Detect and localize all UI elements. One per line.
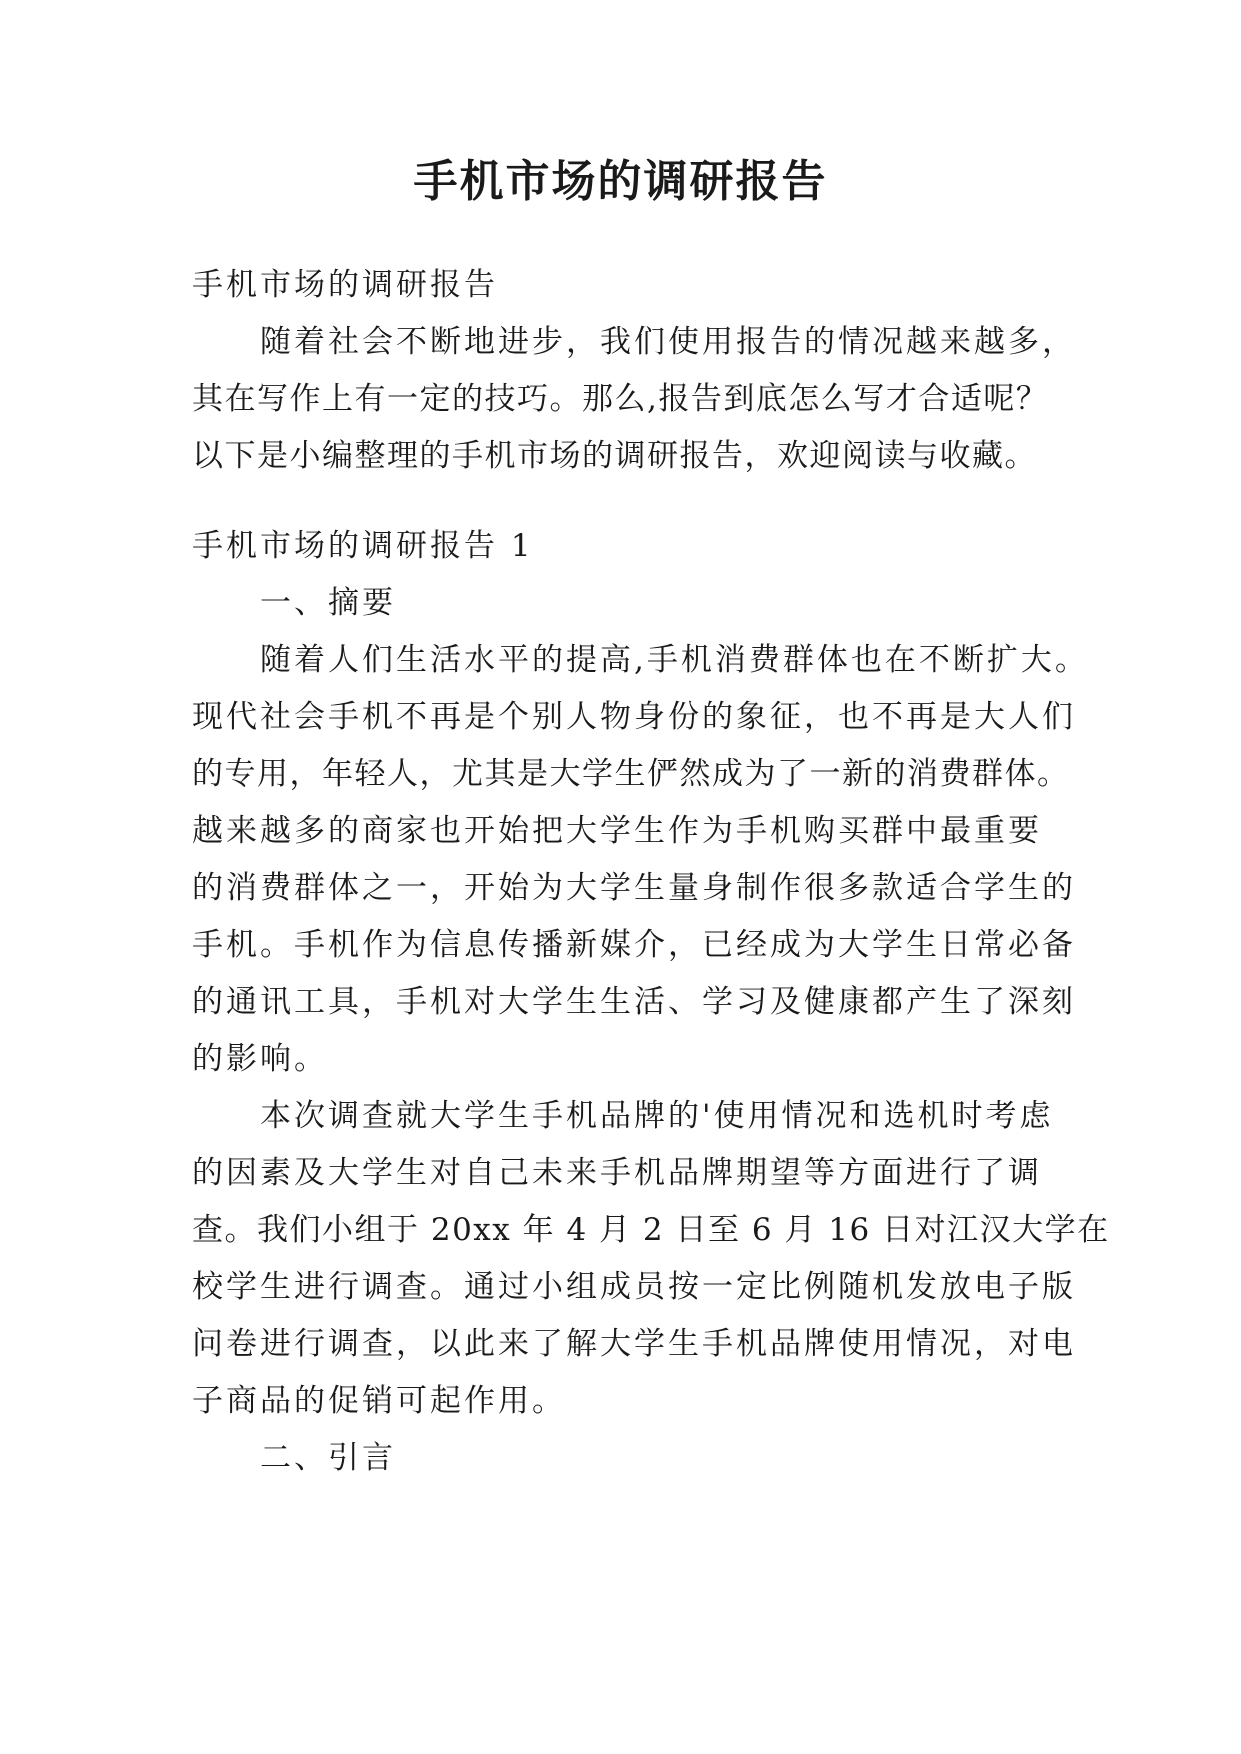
abstract-line-6: 手机。手机作为信息传播新媒介，已经成为大学生日常必备 <box>192 927 1076 963</box>
intro-line-3: 以下是小编整理的手机市场的调研报告，欢迎阅读与收藏。 <box>192 438 1037 474</box>
abstract-line-5: 的消费群体之一，开始为大学生量身制作很多款适合学生的 <box>192 870 1076 906</box>
abstract-line-2: 现代社会手机不再是个别人物身份的象征，也不再是大人们 <box>192 699 1076 735</box>
survey-line-5: 问卷进行调查，以此来了解大学生手机品牌使用情况，对电 <box>192 1326 1076 1362</box>
subtitle-line: 手机市场的调研报告 <box>192 267 498 303</box>
abstract-line-4: 越来越多的商家也开始把大学生作为手机购买群中最重要 <box>192 813 1042 849</box>
survey-line-6: 子商品的促销可起作用。 <box>192 1383 566 1419</box>
abstract-line-3: 的专用，年轻人，尤其是大学生俨然成为了一新的消费群体。 <box>192 756 1070 792</box>
document-title: 手机市场的调研报告 <box>413 156 828 207</box>
survey-line-4: 校学生进行调查。通过小组成员按一定比例随机发放电子版 <box>192 1269 1076 1305</box>
survey-line-1: 本次调查就大学生手机品牌的'使用情况和选机时考虑 <box>260 1098 1054 1134</box>
heading-abstract: 一、摘要 <box>260 585 396 621</box>
survey-line-2: 的因素及大学生对自己未来手机品牌期望等方面进行了调 <box>192 1155 1042 1191</box>
intro-line-2: 其在写作上有一定的技巧。那么,报告到底怎么写才合适呢？ <box>192 381 1049 417</box>
heading-introduction: 二、引言 <box>260 1440 396 1476</box>
abstract-line-7: 的通讯工具，手机对大学生生活、学习及健康都产生了深刻 <box>192 984 1076 1020</box>
section-heading-report-1: 手机市场的调研报告 1 <box>192 528 534 564</box>
intro-line-1: 随着社会不断地进步，我们使用报告的情况越来越多， <box>260 324 1076 360</box>
abstract-line-8: 的影响。 <box>192 1041 328 1077</box>
survey-line-3: 查。我们小组于 20xx 年 4 月 2 日至 6 月 16 日对江汉大学在 <box>192 1212 1110 1248</box>
abstract-line-1: 随着人们生活水平的提高,手机消费群体也在不断扩大。 <box>260 642 1089 678</box>
